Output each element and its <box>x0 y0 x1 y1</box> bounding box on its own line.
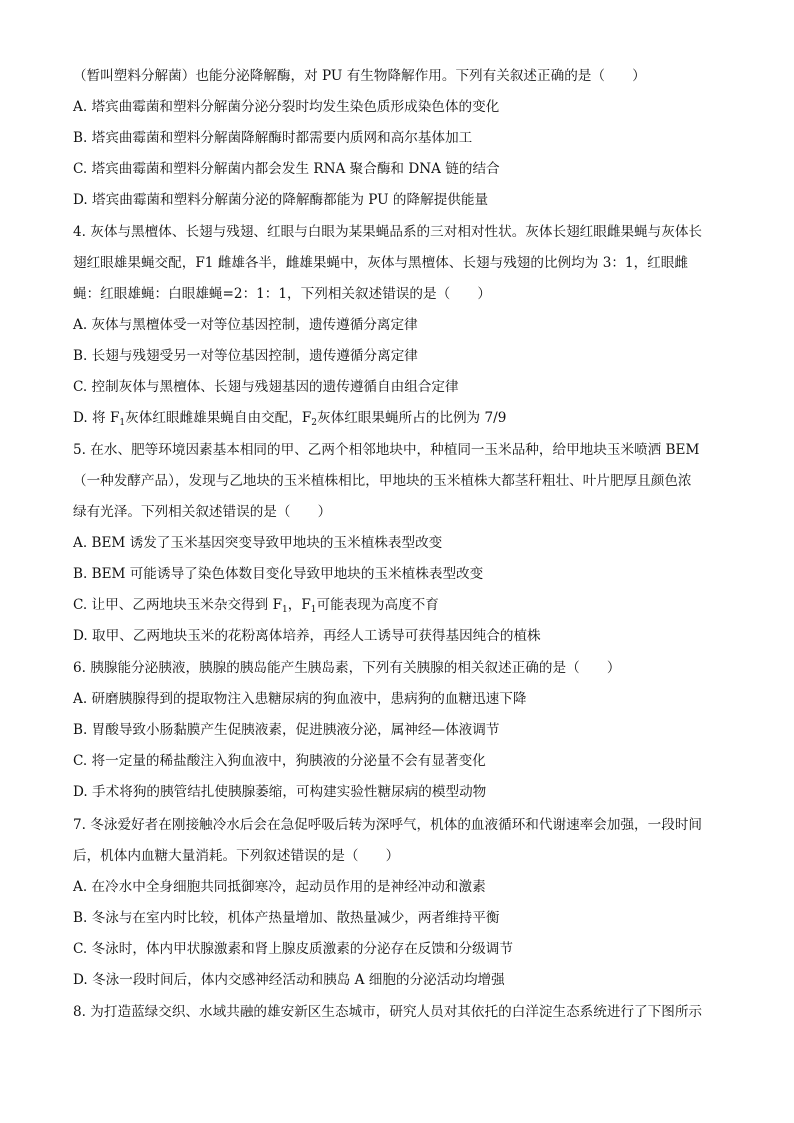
text-segment: 灰体红眼果蝇所占的比例为 7/9 <box>317 410 507 426</box>
text-segment: C. 让甲、乙两地块玉米杂交得到 F <box>73 597 283 613</box>
option-b: B. BEM 可能诱导了染色体数目变化导致甲地块的玉米植株表型改变 <box>73 566 484 582</box>
text-segment: D. 将 F <box>73 410 120 426</box>
option-d <box>73 408 506 428</box>
question-6: 6. 胰腺能分泌胰液，胰腺的胰岛能产生胰岛素，下列有关胰腺的相关叙述正确的是（ ） <box>73 660 621 676</box>
subscript: 2 <box>311 418 318 428</box>
option-b: B. 长翅与残翅受另一对等位基因控制，遗传遵循分离定律 <box>73 348 418 364</box>
question-8-line-1: 8. 为打造蓝绿交织、水域共融的雄安新区生态城市，研究人员对其依托的白洋淀生态系统进行了下图所示 <box>73 1004 703 1020</box>
question-5-line-2: （一种发酵产品），发现与乙地块的玉米植株相比，甲地块的玉米植株大都茎秆粗壮、叶片肥厚且颜色浓 <box>73 473 692 489</box>
question-4-line-1: 4. 灰体与黑檀体、长翅与残翅、红眼与白眼为某果蝇品系的三对相对性状。灰体长翅红眼雌果蝇与灰体长 <box>73 224 703 240</box>
option-d: D. 塔宾曲霉菌和塑料分解菌分泌的降解酶都能为 PU 的降解提供能量 <box>73 192 489 208</box>
option-c <box>73 595 439 615</box>
question-4-line-3: 蝇：红眼雄蝇：白眼雄蝇=2：1：1，下列相关叙述错误的是（ ） <box>73 286 491 302</box>
subscript: 1 <box>119 418 126 428</box>
option-a: A. 在冷水中全身细胞共同抵御寒冷，起动员作用的是神经冲动和激素 <box>73 879 486 895</box>
text-segment: 可能表现为高度不育 <box>316 597 439 613</box>
text-segment: ，F <box>287 597 311 613</box>
subscript: 1 <box>310 605 317 615</box>
option-c: C. 冬泳时，体内甲状腺激素和肾上腺皮质激素的分泌存在反馈和分级调节 <box>73 941 513 957</box>
option-c: C. 控制灰体与黑檀体、长翅与残翅基因的遗传遵循自由组合定律 <box>73 379 459 395</box>
option-d: D. 取甲、乙两地块玉米的花粉离体培养，再经人工诱导可获得基因纯合的植株 <box>73 628 541 644</box>
option-c: C. 塔宾曲霉菌和塑料分解菌内都会发生 RNA 聚合酶和 DNA 链的结合 <box>73 161 500 177</box>
option-a: A. 塔宾曲霉菌和塑料分解菌分泌分裂时均发生染色质形成染色体的变化 <box>73 99 500 115</box>
text-segment: 灰体红眼雌雄果蝇自由交配，F <box>125 410 312 426</box>
question-5-line-3: 绿有光泽。下列相关叙述错误的是（ ） <box>73 504 332 520</box>
text-line: （暂叫塑料分解菌）也能分泌降解酶，对 PU 有生物降解作用。下列有关叙述正确的是（ ） <box>73 68 646 84</box>
option-a: A. 灰体与黑檀体受一对等位基因控制，遗传遵循分离定律 <box>73 317 418 333</box>
option-a: A. 研磨胰腺得到的提取物注入患糖尿病的狗血液中，患病狗的血糖迅速下降 <box>73 691 527 707</box>
option-b: B. 冬泳与在室内时比较，机体产热量增加、散热量减少，两者维持平衡 <box>73 910 500 926</box>
option-b: B. 胃酸导致小肠黏膜产生促胰液素，促进胰液分泌，属神经—体液调节 <box>73 722 500 738</box>
question-5-line-1: 5. 在水、肥等环境因素基本相同的甲、乙两个相邻地块中，种植同一玉米品种，给甲地块玉米喷洒 BEM <box>73 442 700 458</box>
question-7-line-1: 7. 冬泳爱好者在刚接触冷水后会在急促呼吸后转为深呼气，机体的血液循环和代谢速率会加强，一段时间 <box>73 817 703 833</box>
question-7-line-2: 后，机体内血糖大量消耗。下列叙述错误的是（ ） <box>73 848 400 864</box>
option-b: B. 塔宾曲霉菌和塑料分解菌降解酶时都需要内质网和高尔基体加工 <box>73 130 473 146</box>
question-4-line-2: 翅红眼雄果蝇交配，F1 雌雄各半，雌雄果蝇中，灰体与黑檀体、长翅与残翅的比例均为 3：1，红眼雌 <box>73 255 688 271</box>
subscript: 1 <box>282 605 288 615</box>
option-d: D. 冬泳一段时间后，体内交感神经活动和胰岛 A 细胞的分泌活动均增强 <box>73 972 505 988</box>
option-c: C. 将一定量的稀盐酸注入狗血液中，狗胰液的分泌量不会有显著变化 <box>73 753 486 769</box>
option-a: A. BEM 诱发了玉米基因突变导致甲地块的玉米植株表型改变 <box>73 535 443 551</box>
option-d: D. 手术将狗的胰管结扎使胰腺萎缩，可构建实验性糖尿病的模型动物 <box>73 784 487 800</box>
